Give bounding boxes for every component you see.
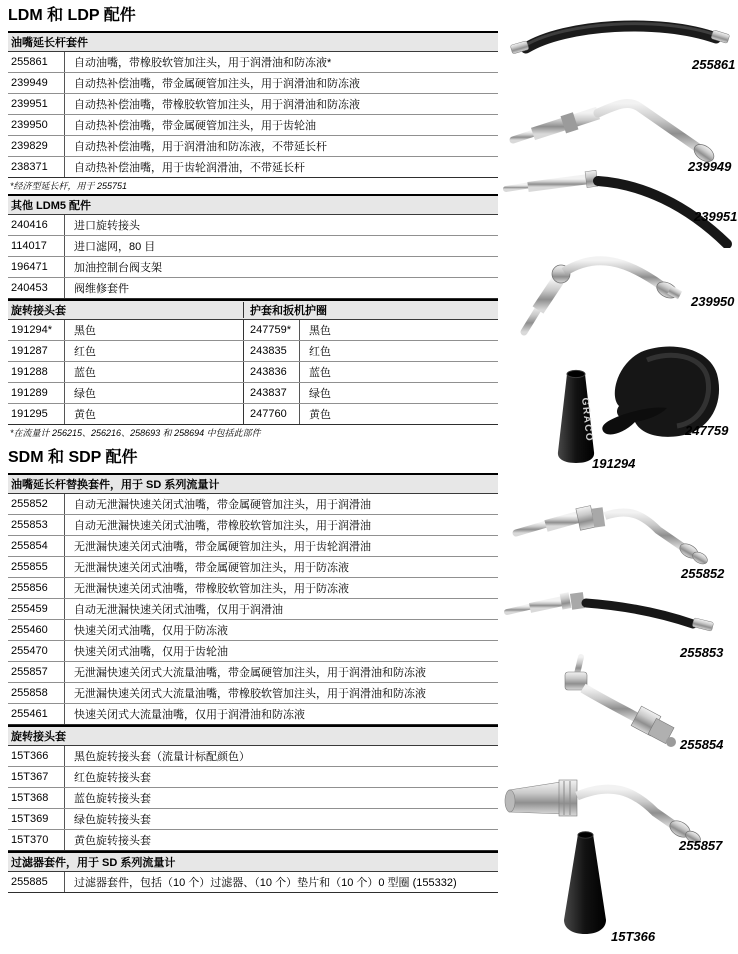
part-number: 255460 <box>11 624 48 636</box>
figure-label: 239951 <box>694 209 738 224</box>
figure-label: 255861 <box>692 57 736 72</box>
table-row <box>8 662 498 683</box>
color-name: 蓝色 <box>64 362 243 382</box>
figure-label: 15T366 <box>611 929 656 944</box>
figure-255852-metal-nozzle <box>508 488 720 577</box>
tables-column <box>8 6 498 893</box>
nozzle-extension-kits-table <box>8 31 498 178</box>
table-row <box>8 809 498 830</box>
ldm-section-title: LDM 和 LDP 配件 <box>8 7 136 24</box>
part-number: 15T368 <box>11 792 49 804</box>
footnote: *经济型延长杆，用于 255751 <box>10 181 128 191</box>
part-description: 自动热补偿油嘴，带金属硬管加注头，用于齿轮油 <box>64 115 498 135</box>
table-row <box>8 788 498 809</box>
table-row <box>8 94 498 115</box>
part-number: 239951 <box>11 98 48 110</box>
table-row <box>8 257 498 278</box>
footnote: *在流量计 256215、256216、258693 和 258694 中包括此部件 <box>10 428 261 438</box>
part-number: 255856 <box>11 582 48 594</box>
right-column-header: 护套和扳机护圈 <box>243 302 498 318</box>
part-number: 255885 <box>11 876 48 888</box>
table-row <box>8 52 498 73</box>
table-row <box>8 494 498 515</box>
part-number: 191288 <box>11 366 48 378</box>
figure-255853-hose-nozzle <box>501 582 717 649</box>
part-description: 进口滤网，80 目 <box>64 236 498 256</box>
other-ldm5-table <box>8 194 498 299</box>
part-description: 加油控制台阀支架 <box>64 257 498 277</box>
table-row <box>8 767 498 788</box>
figure-label: 255853 <box>680 645 724 660</box>
table-header <box>8 301 498 320</box>
figure-label: 239949 <box>688 159 732 174</box>
part-number: 240416 <box>11 219 48 231</box>
color-name: 黑色 <box>64 320 243 340</box>
table-row <box>8 641 498 662</box>
table-row <box>8 157 498 178</box>
table-row <box>8 383 498 404</box>
color-name: 红色 <box>299 341 498 361</box>
part-description: 进口旋转接头 <box>64 215 498 235</box>
part-description: 自动油嘴，带橡胶软管加注头，用于润滑油和防冻液* <box>64 52 498 72</box>
part-number: 15T367 <box>11 771 49 783</box>
table-row <box>8 515 498 536</box>
part-number: 255858 <box>11 687 48 699</box>
part-number: 191287 <box>11 345 48 357</box>
part-number: 255854 <box>11 540 48 552</box>
part-description: 快速关闭式油嘴，仅用于防冻液 <box>64 620 498 640</box>
table-row <box>8 578 498 599</box>
part-description: 无泄漏快速关闭式油嘴，带金属硬管加注头，用于齿轮润滑油 <box>64 536 498 556</box>
table-row <box>8 236 498 257</box>
part-number: 243837 <box>243 383 299 403</box>
part-number: 255853 <box>11 519 48 531</box>
color-name: 黄色 <box>64 404 243 424</box>
part-description: 蓝色旋转接头套 <box>64 788 498 808</box>
part-number: 255855 <box>11 561 48 573</box>
table-header: 油嘴延长杆替换套件，用于 SD 系列流量计 <box>8 475 498 494</box>
table-row <box>8 557 498 578</box>
left-column-header: 旋转接头套 <box>11 305 66 317</box>
part-number: 240453 <box>11 282 48 294</box>
part-number: 255470 <box>11 645 48 657</box>
table-header: 旋转接头套 <box>8 727 498 746</box>
table-row <box>8 620 498 641</box>
part-number: 15T369 <box>11 813 49 825</box>
part-number: 243835 <box>243 341 299 361</box>
part-number: 238371 <box>11 161 48 173</box>
part-description: 快速关闭式油嘴，仅用于齿轮油 <box>64 641 498 661</box>
color-name: 绿色 <box>64 383 243 403</box>
part-description: 自动热补偿油嘴，带金属硬管加注头，用于润滑油和防冻液 <box>64 73 498 93</box>
figure-15T366-swivel-cover <box>553 828 617 943</box>
part-number: 114017 <box>11 240 47 252</box>
part-description: 自动无泄漏快速关闭式油嘴，仅用于润滑油 <box>64 599 498 619</box>
part-number: 255459 <box>11 603 48 615</box>
covers-table <box>8 299 498 425</box>
part-description: 黑色旋转接头套（流量计标配颜色） <box>64 746 498 766</box>
table-row <box>8 215 498 236</box>
table-row <box>8 115 498 136</box>
part-number: 239829 <box>11 140 48 152</box>
graco-brand-text: GRACO <box>579 397 595 443</box>
part-number: 239949 <box>11 77 48 89</box>
filter-kit-table <box>8 851 498 893</box>
figure-label: 247759 <box>685 423 729 438</box>
part-description: 自动无泄漏快速关闭式油嘴，带金属硬管加注头，用于润滑油 <box>64 494 498 514</box>
part-description: 无泄漏快速关闭式油嘴，带橡胶软管加注头，用于防冻液 <box>64 578 498 598</box>
sd-replacement-table <box>8 473 498 725</box>
color-name: 绿色 <box>299 383 498 403</box>
color-name: 红色 <box>64 341 243 361</box>
part-description: 无泄漏快速关闭式油嘴，带金属硬管加注头，用于防冻液 <box>64 557 498 577</box>
sdm-section-title: SDM 和 SDP 配件 <box>8 449 138 466</box>
part-number: 191294* <box>11 324 52 336</box>
figure-255854-elbow-nozzle <box>543 652 695 753</box>
table-row <box>8 599 498 620</box>
part-description: 红色旋转接头套 <box>64 767 498 787</box>
table-row <box>8 746 498 767</box>
table-row <box>8 704 498 725</box>
table-row <box>8 683 498 704</box>
part-description: 绿色旋转接头套 <box>64 809 498 829</box>
table-row <box>8 278 498 299</box>
figure-239951-hose-nozzle <box>501 162 738 253</box>
table-header: 过滤器套件，用于 SD 系列流量计 <box>8 853 498 872</box>
figure-label: 255852 <box>681 566 725 581</box>
table-header: 其他 LDM5 配件 <box>8 196 498 215</box>
sd-swivel-covers-table <box>8 725 498 851</box>
part-description: 阀维修套件 <box>64 278 498 298</box>
table-row <box>8 404 498 425</box>
part-number: 15T366 <box>11 750 49 762</box>
part-number: 255461 <box>11 708 48 720</box>
part-number: 239950 <box>11 119 48 131</box>
table-row <box>8 830 498 851</box>
part-description: 自动热补偿油嘴，用于润滑油和防冻液，不带延长杆 <box>64 136 498 156</box>
table-row <box>8 320 498 341</box>
figure-label: 191294 <box>592 456 636 471</box>
figure-label: 239950 <box>691 294 735 309</box>
table-row <box>8 73 498 94</box>
part-number: 15T370 <box>11 834 49 846</box>
part-number: 255861 <box>11 56 48 68</box>
color-name: 蓝色 <box>299 362 498 382</box>
figures-column <box>498 0 738 954</box>
color-name: 黄色 <box>299 404 498 424</box>
part-description: 自动热补偿油嘴，用于齿轮润滑油，不带延长杆 <box>64 157 498 177</box>
part-description: 黄色旋转接头套 <box>64 830 498 850</box>
table-row <box>8 536 498 557</box>
part-number: 255857 <box>11 666 48 678</box>
part-number: 247760 <box>243 404 299 424</box>
part-description: 过滤器套件，包括（10 个）过滤器、（10 个）垫片和（10 个）0 型圈 (155332) <box>64 872 498 892</box>
table-row <box>8 872 498 893</box>
part-description: 无泄漏快速关闭式大流量油嘴，带金属硬管加注头，用于润滑油和防冻液 <box>64 662 498 682</box>
figure-label: 255854 <box>680 737 724 752</box>
part-number: 196471 <box>11 261 48 273</box>
table-row <box>8 136 498 157</box>
part-number: 191289 <box>11 387 48 399</box>
table-row <box>8 341 498 362</box>
table-row <box>8 362 498 383</box>
part-number: 243836 <box>243 362 299 382</box>
part-description: 自动热补偿油嘴，带橡胶软管加注头，用于润滑油和防冻液 <box>64 94 498 114</box>
table-header: 油嘴延长杆套件 <box>8 33 498 52</box>
part-description: 自动无泄漏快速关闭式油嘴，带橡胶软管加注头，用于润滑油 <box>64 515 498 535</box>
figure-label: 255857 <box>679 838 723 853</box>
figure-239950-elbow-nozzle <box>504 244 709 344</box>
part-number: 191295 <box>11 408 48 420</box>
figure-239949-metal-nozzle <box>503 74 733 171</box>
part-description: 快速关闭式大流量油嘴，仅用于润滑油和防冻液 <box>64 704 498 724</box>
part-number: 255852 <box>11 498 48 510</box>
part-description: 无泄漏快速关闭式大流量油嘴，带橡胶软管加注头，用于润滑油和防冻液 <box>64 683 498 703</box>
part-number: 247759* <box>243 320 299 340</box>
color-name: 黑色 <box>299 320 498 340</box>
